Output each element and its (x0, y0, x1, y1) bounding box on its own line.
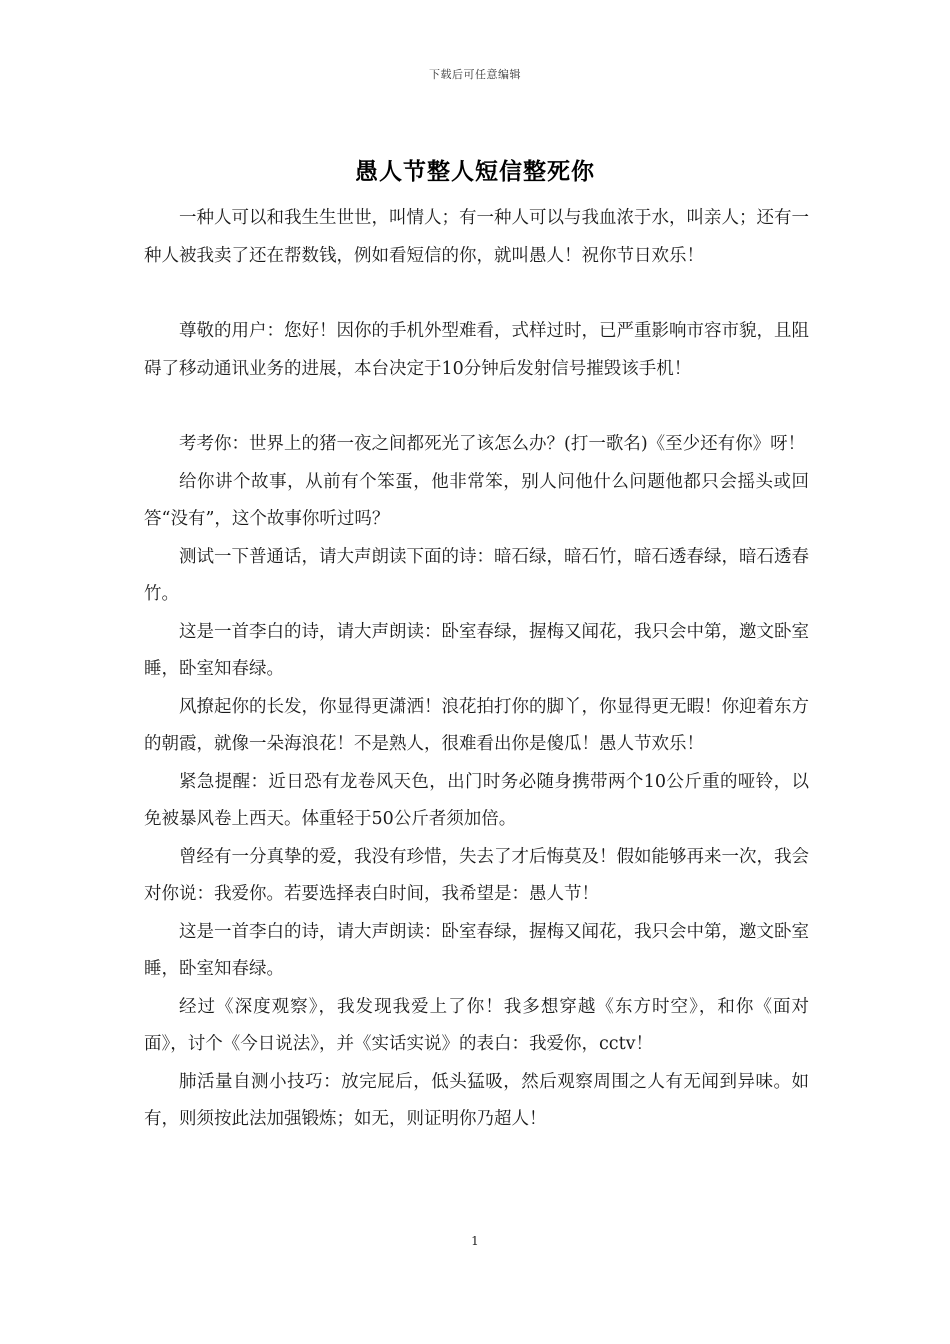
header-note: 下载后可任意编辑 (429, 68, 521, 81)
blank-line (144, 275, 809, 313)
paragraph: 这是一首李白的诗，请大声朗读：卧室春绿，握梅又闻花，我只会中第，邀文卧室睡，卧室知春绿。 (144, 921, 809, 979)
paragraph: 肺活量自测小技巧：放完屁后，低头猛吸，然后观察周围之人有无闻到异味。如有，则须按此法加强锻炼；如无，则证明你乃超人！ (144, 1071, 809, 1129)
paragraph: 测试一下普通话，请大声朗读下面的诗：暗石绿，暗石竹，暗石透春绿，暗石透春竹。 (144, 546, 809, 604)
paragraph: 曾经有一分真挚的爱，我没有珍惜，失去了才后悔莫及！假如能够再来一次，我会对你说：我爱你。若要选择表白时间，我希望是：愚人节！ (144, 846, 809, 904)
paragraph: 考考你：世界上的猪一夜之间都死光了该怎么办？(打一歌名)《至少还有你》呀！ (179, 434, 806, 454)
paragraph: 经过《深度观察》，我发现我爱上了你！我多想穿越《东方时空》，和你《面对面》，讨个《今日说法》，并《实话实说》的表白：我爱你，cctv！ (144, 996, 809, 1054)
document-title: 愚人节整人短信整死你 (355, 158, 595, 185)
paragraph: 尊敬的用户：您好！因你的手机外型难看，式样过时，已严重影响市容市貌，且阻碍了移动通讯业务的进展，本台决定于10分钟后发射信号摧毁该手机！ (144, 321, 809, 379)
paragraph: 风撩起你的长发，你显得更潇洒！浪花拍打你的脚丫，你显得更无暇！你迎着东方的朝霞，就像一朵海浪花！不是熟人，很难看出你是傻瓜！愚人节欢乐！ (144, 696, 809, 754)
paragraph: 这是一首李白的诗，请大声朗读：卧室春绿，握梅又闻花，我只会中第，邀文卧室睡，卧室知春绿。 (144, 621, 809, 679)
paragraph: 给你讲个故事，从前有个笨蛋，他非常笨，别人问他什么问题他都只会摇头或回答“没有”，这个故事你听过吗？ (144, 471, 809, 529)
paragraph: 紧急提醒：近日恐有龙卷风天色，出门时务必随身携带两个10公斤重的哑铃，以免被暴风卷上西天。体重轻于50公斤者须加倍。 (144, 771, 809, 829)
paragraph: 一种人可以和我生生世世，叫情人；有一种人可以与我血浓于水，叫亲人；还有一种人被我卖了还在帮数钱，例如看短信的你，就叫愚人！祝你节日欢乐！ (144, 208, 809, 266)
page-number: 1 (471, 1234, 479, 1248)
document-body (144, 200, 809, 1139)
blank-line (144, 388, 809, 426)
